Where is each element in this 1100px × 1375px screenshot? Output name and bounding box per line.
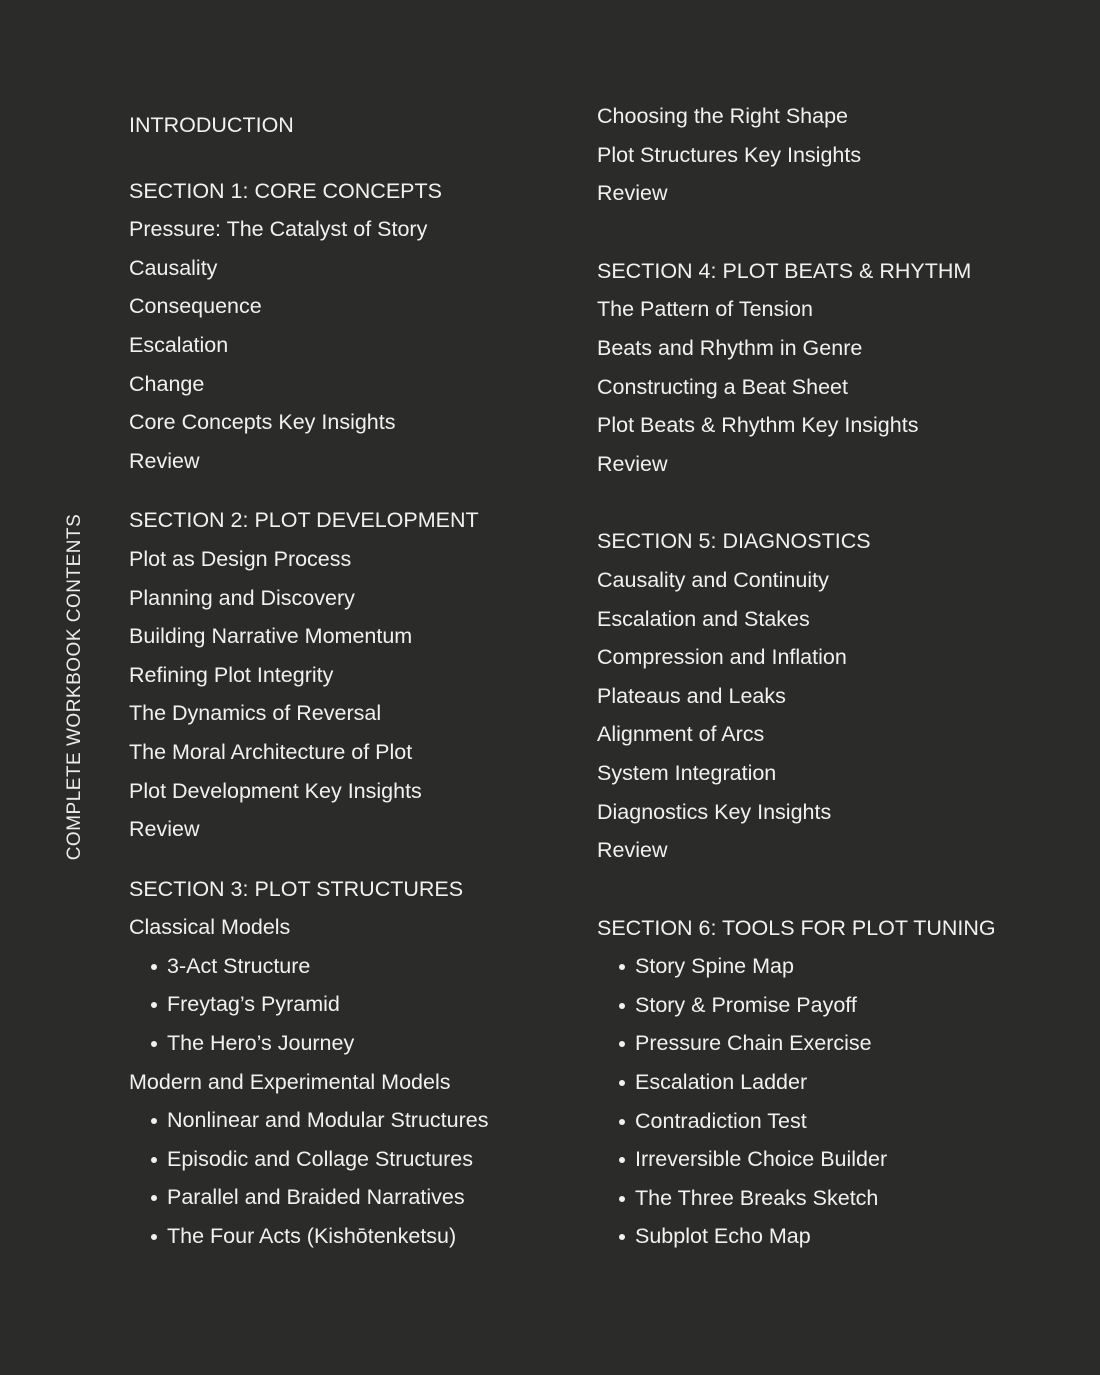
toc-bullet-item[interactable]: Episodic and Collage Structures bbox=[129, 1140, 569, 1179]
section-2-heading[interactable]: SECTION 2: PLOT DEVELOPMENT bbox=[129, 508, 479, 533]
toc-bullet-item[interactable]: Subplot Echo Map bbox=[597, 1217, 1067, 1256]
toc-item[interactable]: Beats and Rhythm in Genre bbox=[597, 335, 863, 360]
toc-item[interactable]: The Moral Architecture of Plot bbox=[129, 739, 413, 764]
toc-bullet-item[interactable]: Pressure Chain Exercise bbox=[597, 1024, 1067, 1063]
toc-bullet-item[interactable]: Freytag’s Pyramid bbox=[129, 985, 569, 1024]
section-5-heading[interactable]: SECTION 5: DIAGNOSTICS bbox=[597, 529, 871, 554]
toc-bullet-item[interactable]: The Hero’s Journey bbox=[129, 1024, 569, 1063]
toc-subheading[interactable]: Classical Models bbox=[129, 915, 291, 940]
toc-item[interactable]: System Integration bbox=[597, 760, 777, 785]
toc-item[interactable]: Core Concepts Key Insights bbox=[129, 410, 396, 435]
toc-item[interactable]: Review bbox=[597, 181, 668, 206]
toc-item[interactable]: Plot as Design Process bbox=[129, 546, 352, 571]
toc-item[interactable]: Causality bbox=[129, 255, 218, 280]
side-label: COMPLETE WORKBOOK CONTENTS bbox=[64, 513, 85, 861]
toc-item[interactable]: Planning and Discovery bbox=[129, 585, 355, 610]
toc-item[interactable]: Building Narrative Momentum bbox=[129, 624, 413, 649]
section-4-heading[interactable]: SECTION 4: PLOT BEATS & RHYTHM bbox=[597, 258, 972, 283]
toc-bullet-item[interactable]: Escalation Ladder bbox=[597, 1063, 1067, 1102]
toc-item[interactable]: Review bbox=[129, 448, 200, 473]
toc-item[interactable]: Alignment of Arcs bbox=[597, 722, 765, 747]
toc-item[interactable]: Plateaus and Leaks bbox=[597, 683, 786, 708]
toc-bullet-item[interactable]: The Four Acts (Kishōtenketsu) bbox=[129, 1217, 569, 1256]
toc-item[interactable]: The Dynamics of Reversal bbox=[129, 701, 382, 726]
toc-bullet-item[interactable]: Story Spine Map bbox=[597, 947, 1067, 986]
toc-item[interactable]: Compression and Inflation bbox=[597, 645, 847, 670]
toc-item[interactable]: Plot Beats & Rhythm Key Insights bbox=[597, 413, 919, 438]
toc-item[interactable]: Constructing a Beat Sheet bbox=[597, 374, 848, 399]
section-1-heading[interactable]: SECTION 1: CORE CONCEPTS bbox=[129, 178, 442, 203]
contents-left-column bbox=[129, 106, 569, 1256]
toc-item[interactable]: Plot Structures Key Insights bbox=[597, 142, 862, 167]
intro-heading[interactable]: INTRODUCTION bbox=[129, 113, 294, 137]
toc-item[interactable]: Pressure: The Catalyst of Story bbox=[129, 217, 428, 242]
toc-item[interactable]: Choosing the Right Shape bbox=[597, 104, 849, 128]
toc-subheading[interactable]: Modern and Experimental Models bbox=[129, 1069, 451, 1094]
toc-bullet-item[interactable]: Irreversible Choice Builder bbox=[597, 1140, 1067, 1179]
toc-bullet-item[interactable]: Contradiction Test bbox=[597, 1102, 1067, 1141]
toc-item[interactable]: Review bbox=[597, 451, 668, 476]
toc-item[interactable]: Diagnostics Key Insights bbox=[597, 799, 832, 824]
toc-item[interactable]: The Pattern of Tension bbox=[597, 297, 813, 322]
toc-item[interactable]: Escalation and Stakes bbox=[597, 606, 810, 631]
section-6-heading[interactable]: SECTION 6: TOOLS FOR PLOT TUNING bbox=[597, 915, 996, 940]
toc-item[interactable]: Change bbox=[129, 371, 205, 396]
toc-bullet-item[interactable]: Story & Promise Payoff bbox=[597, 986, 1067, 1025]
toc-bullet-item[interactable]: Nonlinear and Modular Structures bbox=[129, 1101, 569, 1140]
toc-item[interactable]: Refining Plot Integrity bbox=[129, 662, 334, 687]
toc-bullet-item[interactable]: Parallel and Braided Narratives bbox=[129, 1178, 569, 1217]
section-3-heading[interactable]: SECTION 3: PLOT STRUCTURES bbox=[129, 876, 464, 901]
toc-item[interactable]: Review bbox=[597, 838, 668, 863]
contents-right-column bbox=[597, 97, 1067, 1256]
toc-item[interactable]: Consequence bbox=[129, 294, 262, 319]
toc-bullet-item[interactable]: The Three Breaks Sketch bbox=[597, 1179, 1067, 1218]
toc-item[interactable]: Causality and Continuity bbox=[597, 567, 829, 592]
toc-item[interactable]: Plot Development Key Insights bbox=[129, 778, 422, 803]
toc-bullet-item[interactable]: 3-Act Structure bbox=[129, 947, 569, 986]
toc-item[interactable]: Review bbox=[129, 817, 200, 842]
toc-item[interactable]: Escalation bbox=[129, 332, 229, 357]
